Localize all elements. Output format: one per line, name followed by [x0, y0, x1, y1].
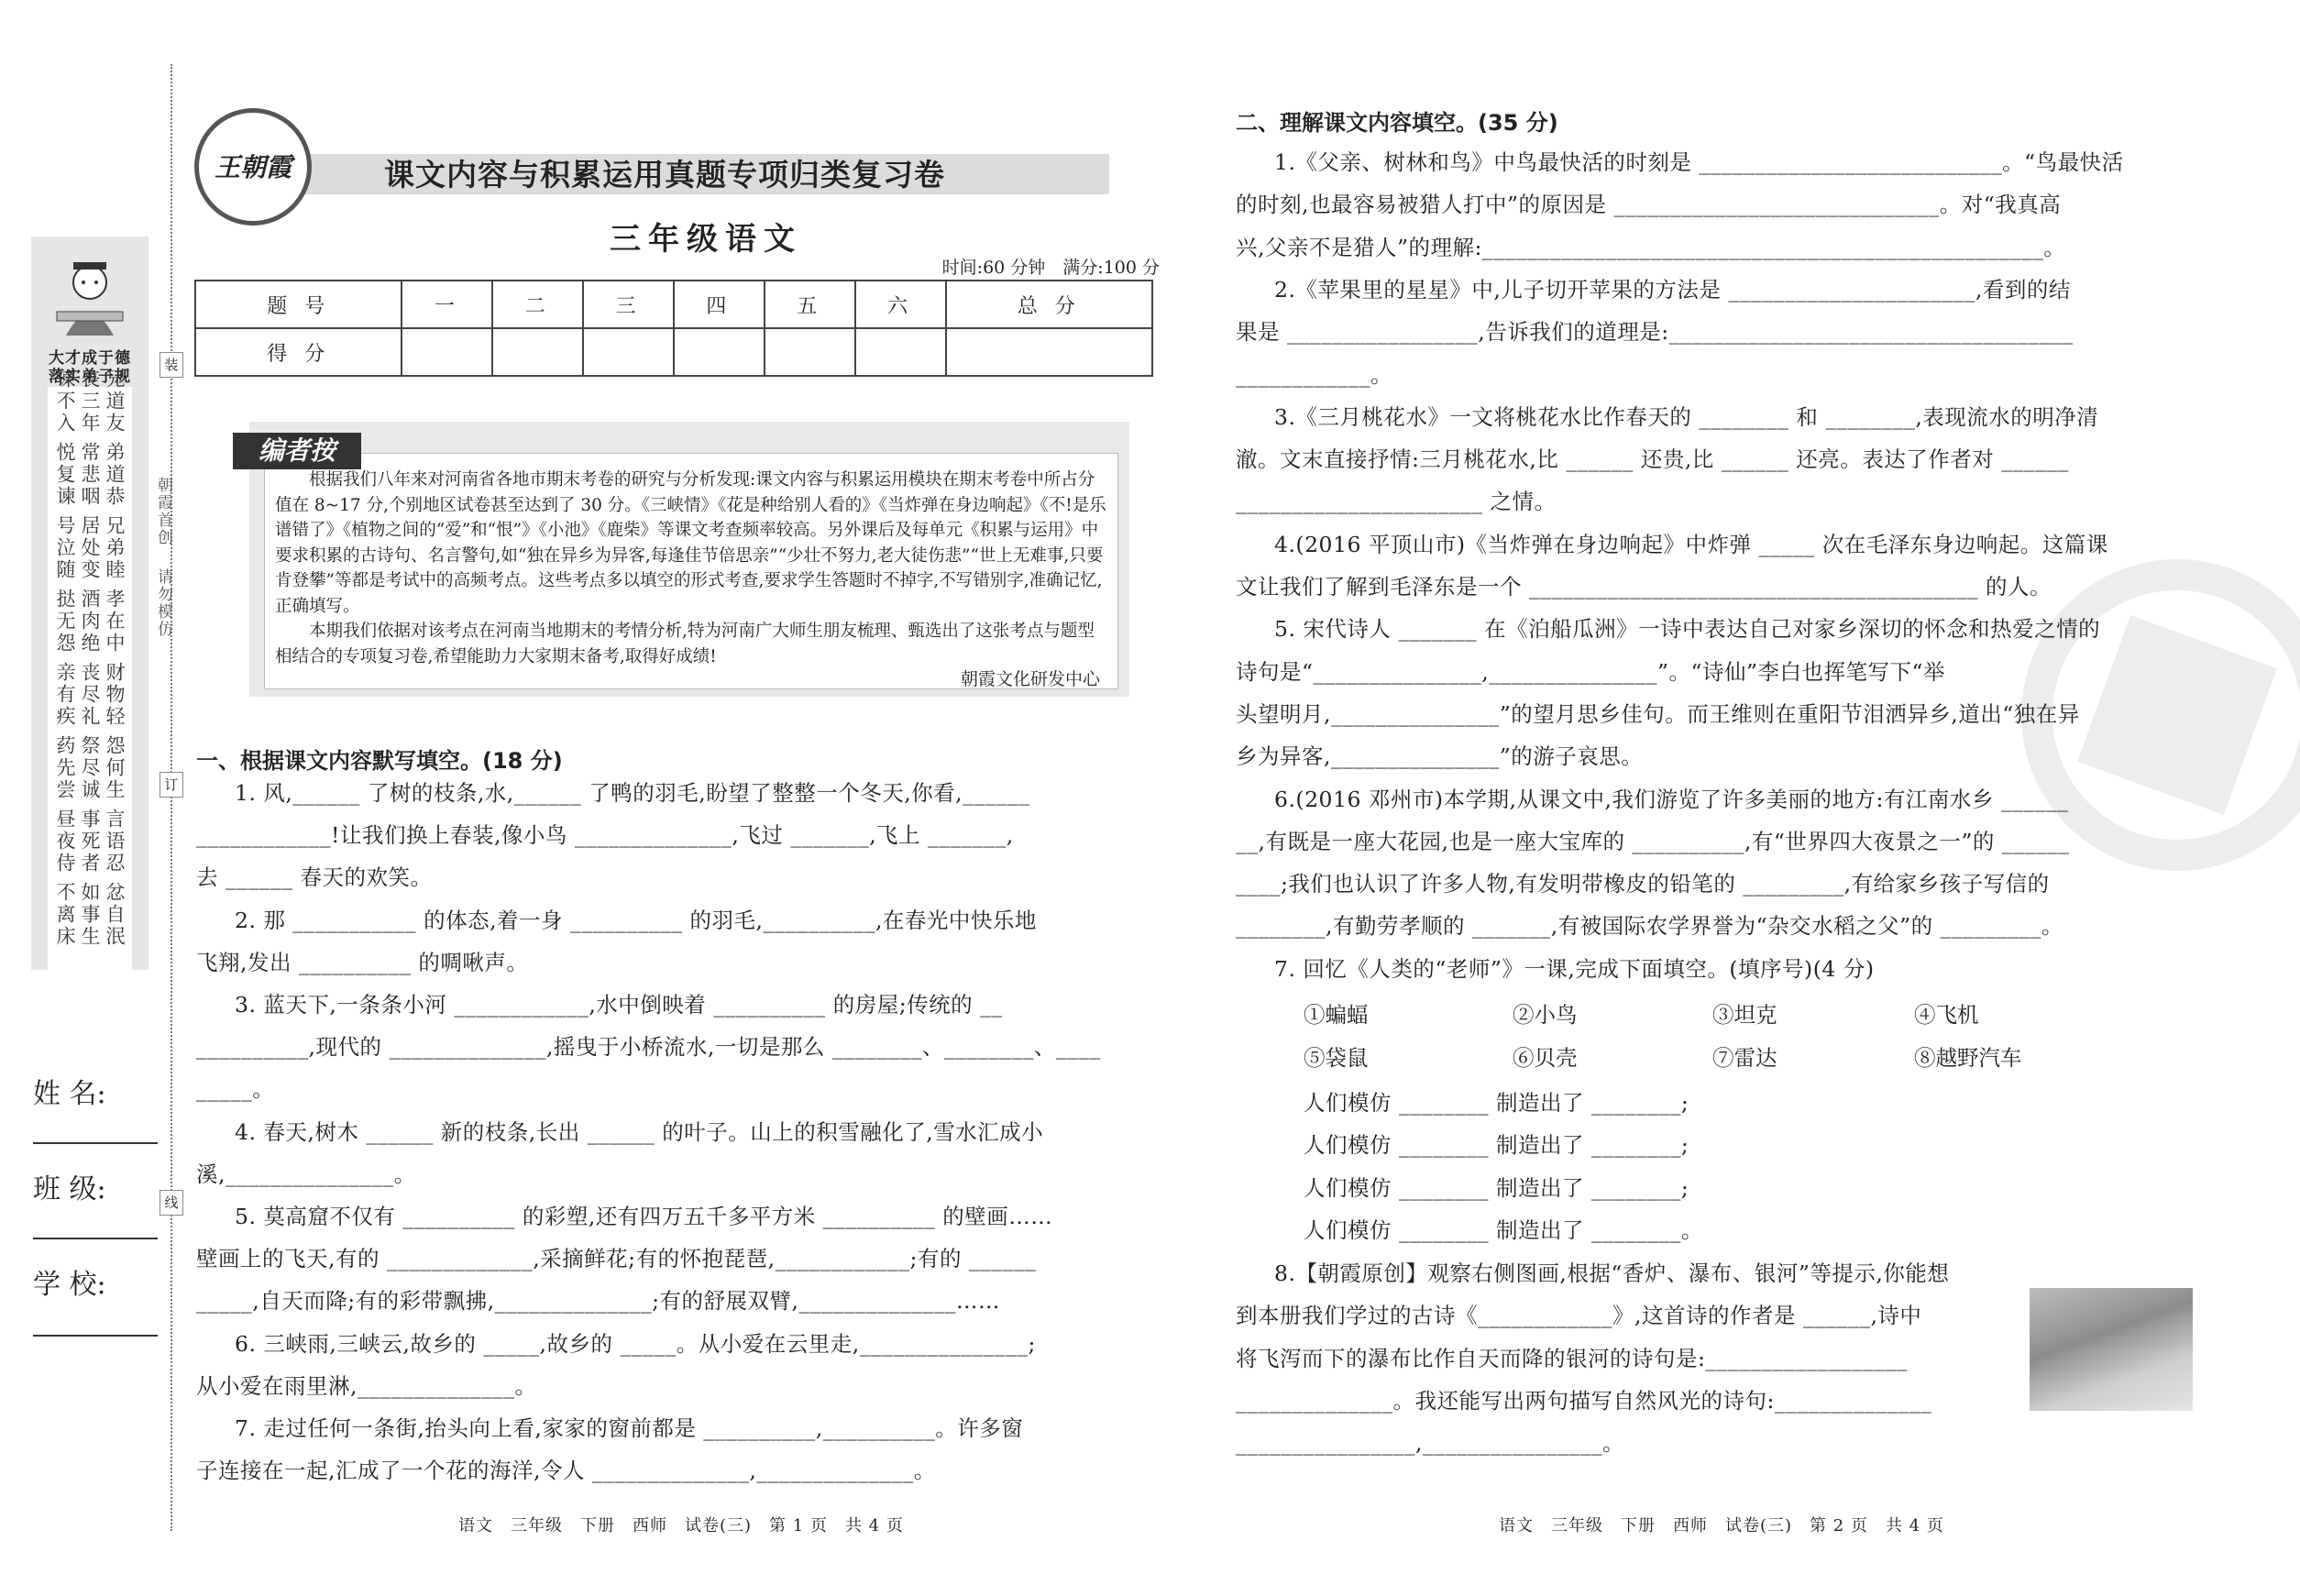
dizigui-column: 谏不入	[54, 369, 76, 435]
dizigui-column: 不离床	[54, 882, 76, 948]
fill-line: 诗句是“_______________,_______________”。“诗仙”李白也挥笔写下“举	[1236, 658, 1946, 685]
time-score-info: 时间:60 分钟 满分:100 分	[941, 258, 1160, 278]
fill-line: 到本册我们学过的古诗《____________》,这首诗的作者是 ______,诗中	[1236, 1303, 1922, 1329]
section1-title: 一、根据课文内容默写填空。(18 分)	[196, 748, 563, 774]
fill-line: ____;我们也认识了许多人物,有发明带橡皮的铅笔的 _________,有给家乡孩子写信的	[1236, 871, 2050, 897]
dizigui-column: 药先尝	[54, 735, 76, 801]
option-item: ⑤袋鼠	[1304, 1045, 1369, 1071]
option-item: ⑦雷达	[1712, 1045, 1777, 1071]
fill-line: 2. 那 ___________ 的体态,着一身 __________ 的羽毛,__________,在春光中快乐地	[235, 907, 1037, 933]
fill-line: 3. 蓝天下,一条条小河 ____________,水中倒映着 __________ 的房屋;传统的 __	[235, 992, 1003, 1018]
cell: 四	[674, 281, 765, 328]
score-cell[interactable]	[492, 328, 583, 376]
score-cell[interactable]	[946, 328, 1152, 376]
dizigui-column: 孝在中	[104, 589, 126, 655]
fill-line: 的时刻,也最容易被猎人打中”的原因是 _____________________________。对“我真高	[1236, 192, 2062, 218]
fill-line: 2.《苹果里的星星》中,儿子切开苹果的方法是 ______________________,看到的结	[1274, 276, 2071, 303]
fill-line: 6.(2016 邓州市)本学期,从课文中,我们游览了许多美丽的地方:有江南水乡 ______	[1274, 786, 2069, 812]
option-item: ⑧越野汽车	[1914, 1045, 2022, 1071]
fill-line: 7. 回忆《人类的“老师”》一课,完成下面填空。(填序号)(4 分)	[1274, 955, 1875, 982]
editor-note-para-1: 根据我们八年来对河南省各地市期末考卷的研究与分析发现:课文内容与积累运用模块在期末考卷中所占分值在 8~17 分,个别地区试卷甚至达到了 30 分。《三峡情》《花是种给别人看的》《当炸弹在身边响起》《不!是乐谱错了》《植物之间的“爱”和“恨”》《小池》《鹿柴》等课文考查频率较高。另外课后及每单元《积累与运用》中要求积累的古诗句、名言警句,如“独在异乡为异客,每逢佳节倍思亲”“少壮不努力,老大徒伤悲”“世上无难事,只要肯登攀”等都是考试中的高频考点。这些考点多以填空的形式考查,要求学生答题时不掉字,不写错别字,准确记忆,正确填写。	[275, 470, 1106, 616]
dizigui-column: 昼夜侍	[54, 809, 76, 875]
cell: 六	[855, 281, 946, 328]
imitate-line: 人们模仿 ________ 制造出了 ________;	[1304, 1132, 1689, 1159]
dizigui-column: 怨何生	[104, 735, 126, 801]
fill-line: 乡为异客,_______________”的游子哀思。	[1236, 743, 1644, 770]
waterfall-painting	[2030, 1288, 2193, 1411]
brand-logo: 王朝霞	[194, 108, 312, 226]
score-value-row	[195, 328, 1152, 376]
fill-line: ____________。	[1236, 361, 1392, 388]
fill-line: 兴,父亲不是猎人”的理解:__________________________________________________。	[1236, 234, 2066, 260]
fold-line	[171, 64, 172, 1531]
cell: 三	[583, 281, 674, 328]
dizigui-column: 言语忍	[104, 809, 126, 875]
scholar-mascot-icon	[53, 255, 127, 337]
dizigui-column: 忿自泯	[104, 882, 126, 948]
section2-title: 二、理解课文内容填空。(35 分)	[1236, 110, 1558, 136]
score-cell[interactable]	[583, 328, 674, 376]
fill-line: ______________________ 之情。	[1236, 489, 1557, 515]
motto-line-1: 大才成于德	[49, 349, 131, 368]
editor-note-text	[275, 468, 1109, 669]
score-cell[interactable]	[402, 328, 492, 376]
cell: 总 分	[946, 281, 1152, 328]
fill-line: 从小爱在雨里淋,______________。	[196, 1372, 537, 1399]
fold-box-ding: 订	[160, 772, 183, 798]
fill-line: _____。	[196, 1076, 275, 1103]
dizigui-column: 挞无怨	[54, 589, 76, 655]
score-cell[interactable]	[674, 328, 765, 376]
fill-line: 3.《三月桃花水》一文将桃花水比作春天的 ________ 和 ________,表现流水的明净清	[1274, 403, 2099, 430]
fill-line: 文让我们了解到毛泽东是一个 ________________________________________ 的人。	[1236, 574, 2052, 600]
subject-title: 三年级语文	[610, 221, 802, 258]
editor-note-signature: 朝霞文化研发中心	[960, 669, 1100, 689]
score-cell[interactable]	[765, 328, 855, 376]
fill-line: 去 ______ 春天的欢笑。	[196, 864, 433, 891]
footer-page2: 语文 三年级 下册 西师 试卷(三) 第 2 页 共 4 页	[1499, 1516, 1944, 1535]
fill-line: 壁画上的飞天,有的 _____________,采摘鲜花;有的怀抱琵琶,____________;有的 ______	[196, 1246, 1037, 1272]
score-header-row	[195, 281, 1152, 328]
fill-line: __________,现代的 ______________,摇曳于小桥流水,一切是那么 ________、________、____	[196, 1034, 1101, 1061]
fill-line: 溪,_______________。	[196, 1161, 416, 1187]
dizigui-column: 号泣随	[54, 515, 76, 581]
name-field[interactable]	[33, 1142, 158, 1144]
option-item: ②小鸟	[1513, 1002, 1578, 1028]
fill-line: 1.《父亲、树林和鸟》中鸟最快活的时刻是 ___________________________。“鸟最快活	[1274, 149, 2124, 175]
school-field[interactable]	[33, 1335, 158, 1337]
motto-line-2: 落实弟子规	[49, 368, 131, 386]
footer-page1: 语文 三年级 下册 西师 试卷(三) 第 1 页 共 4 页	[458, 1516, 904, 1535]
school-label: 学 校:	[33, 1269, 106, 1301]
cell: 五	[765, 281, 855, 328]
editor-note-tag: 编者按	[233, 433, 361, 469]
dizigui-column: 祭尽诚	[79, 735, 101, 801]
dizigui-column: 如事生	[79, 882, 101, 948]
dizigui-column: 悦复谏	[54, 442, 76, 508]
exam-title: 课文内容与积累运用真题专项归类复习卷	[384, 157, 945, 193]
imitate-line: 人们模仿 ________ 制造出了 ________;	[1304, 1174, 1689, 1201]
fill-line: 4.(2016 平顶山市)《当炸弹在身边响起》中炸弹 _____ 次在毛泽东身边响起。这篇课	[1274, 531, 2108, 557]
fill-line: 6. 三峡雨,三峡云,故乡的 _____,故乡的 _____。从小爱在云里走,_______________;	[235, 1330, 1036, 1357]
cell: 题 号	[195, 281, 402, 328]
imitate-line: 人们模仿 ________ 制造出了 ________;	[1304, 1090, 1689, 1116]
dizigui-column: 财物轻	[104, 662, 126, 728]
fill-line: 将飞泻而下的瀑布比作自天而降的银河的诗句是:__________________	[1236, 1345, 1908, 1371]
dizigui-column: 亲有疾	[54, 662, 76, 728]
fold-box-zhuang: 装	[160, 352, 183, 378]
fill-line: 1. 风,______ 了树的枝条,水,______ 了鸭的羽毛,盼望了整整一个冬天,你看,______	[235, 780, 1030, 806]
option-item: ④飞机	[1914, 1002, 1979, 1028]
fill-line: 子连接在一起,汇成了一个花的海洋,令人 ______________,______________。	[196, 1458, 936, 1484]
score-cell[interactable]	[855, 328, 946, 376]
cell: 一	[402, 281, 492, 328]
cell: 二	[492, 281, 583, 328]
fill-line: 飞翔,发出 __________ 的啁啾声。	[196, 949, 529, 975]
dizigui-column: 丧三年	[79, 369, 101, 435]
fill-line: 5. 莫高窟不仅有 __________ 的彩塑,还有四万五千多平方米 __________ 的壁画……	[235, 1204, 1053, 1229]
class-label: 班 级:	[33, 1173, 106, 1205]
dizigui-column: 酒肉绝	[79, 589, 101, 655]
dizigui-column: 弟道恭	[104, 442, 126, 508]
fill-line: ____________!让我们换上春装,像小鸟 ______________,飞过 _______,飞上 _______,	[196, 822, 1014, 849]
dizigui-column: 居处变	[79, 515, 101, 581]
fill-line: ______________。我还能写出两句描写自然风光的诗句:______________	[1236, 1387, 1932, 1414]
dizigui-column: 丧尽礼	[79, 662, 101, 728]
dizigui-column: 事死者	[79, 809, 101, 875]
fill-line: 8.【朝霞原创】观察右侧图画,根据“香炉、瀑布、银河”等提示,你能想	[1274, 1260, 1950, 1286]
name-label: 姓 名:	[33, 1078, 106, 1110]
fill-line: _____,自天而降;有的彩带飘拂,______________;有的舒展双臂,______________……	[196, 1288, 1000, 1315]
fill-line: ________________,________________。	[1236, 1430, 1624, 1457]
option-item: ①蝙蝠	[1304, 1002, 1369, 1028]
editor-note-para-2: 本期我们依据对该考点在河南当地期末的考情分析,特为河南广大师生朋友梳理、甄选出了这张考点与题型相结合的专项复习卷,希望能助力大家期末备考,取得好成绩!	[275, 622, 1095, 666]
fill-line: 7. 走过任何一条街,抬头向上看,家家的窗前都是 __________,__________。许多窗	[235, 1415, 1024, 1441]
dizigui-column: 兄弟睦	[104, 515, 126, 581]
fill-line: __,有既是一座大花园,也是一座大宝库的 __________,有“世界四大夜景之一”的 ______	[1236, 828, 2070, 854]
cell: 得 分	[195, 328, 402, 376]
imitate-line: 人们模仿 ________ 制造出了 ________。	[1304, 1216, 1703, 1243]
class-field[interactable]	[33, 1238, 158, 1239]
dizigui-column: 常悲咽	[79, 442, 101, 508]
fill-line: 头望明月,_______________”的望月思乡佳句。而王维则在重阳节泪洒异乡,道出“独在异	[1236, 700, 2080, 727]
option-item: ③坦克	[1712, 1002, 1777, 1028]
fill-line: 果是 _________________,告诉我们的道理是:____________________________________	[1236, 319, 2074, 346]
fold-label-1: 朝霞首创	[154, 477, 172, 546]
fold-box-xian: 线	[160, 1190, 183, 1216]
score-table	[194, 280, 1153, 377]
fill-line: ________,有勤劳孝顺的 _______,有被国际农学界誉为“杂交水稻之父”的 _________。	[1236, 913, 2063, 940]
dizigui-column: 兄道友	[104, 369, 126, 435]
fold-label-2: 请勿模仿	[154, 568, 172, 638]
fill-line: 4. 春天,树木 ______ 新的枝条,长出 ______ 的叶子。山上的积雪融化了,雪水汇成小	[235, 1118, 1044, 1145]
fill-line: 5. 宋代诗人 _______ 在《泊船瓜洲》一诗中表达自己对家乡深切的怀念和热爱之情的	[1274, 616, 2101, 643]
option-item: ⑥贝壳	[1513, 1045, 1578, 1071]
fill-line: 澈。文末直接抒情:三月桃花水,比 ______ 还贵,比 ______ 还亮。表达了作者对 ______	[1236, 446, 2069, 473]
